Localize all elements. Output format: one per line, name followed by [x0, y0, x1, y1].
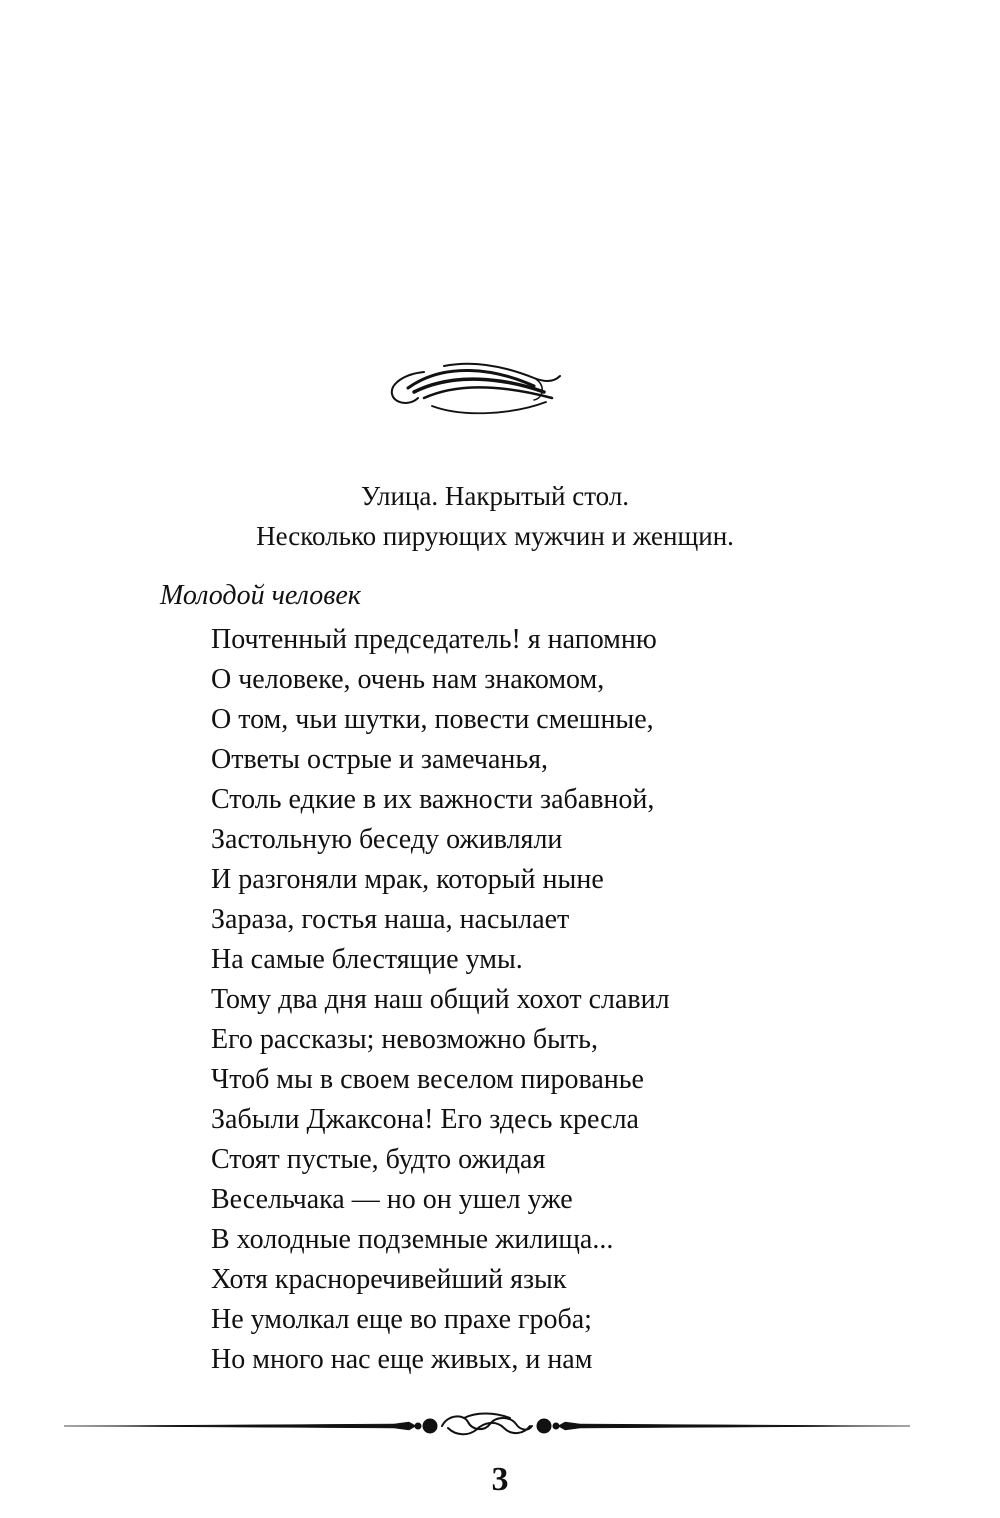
verse-line: Хотя красноречивейший язык	[211, 1264, 567, 1295]
verse-line: Зараза, гостья наша, насылает	[211, 904, 570, 935]
stage-direction-line-2: Несколько пирующих мужчин и женщин.	[256, 521, 734, 551]
verse-line: Тому два дня наш общий хохот славил	[211, 984, 670, 1015]
speaker-name: Молодой человек	[160, 580, 361, 611]
flourish-ornament-icon	[384, 358, 570, 420]
verse-line: В холодные подземные жилища...	[211, 1224, 614, 1255]
verse-line: Его рассказы; невозможно быть,	[211, 1024, 598, 1055]
verse-line: Столь едкие в их важности забавной,	[211, 784, 655, 815]
verse-line: О том, чьи шутки, повести смешные,	[211, 704, 654, 735]
verse-line: На самые блестящие умы.	[211, 944, 523, 975]
verse-line: Чтоб мы в своем веселом пированье	[211, 1064, 644, 1095]
rule-ornament-icon	[64, 1406, 910, 1446]
verse-line: Забыли Джаксона! Его здесь кресла	[211, 1104, 639, 1135]
verse-line: И разгоняли мрак, который ныне	[211, 864, 604, 895]
verse-line: Ответы острые и замечанья,	[211, 744, 548, 775]
verse-lines	[211, 620, 670, 1380]
verse-line: Стоят пустые, будто ожидая	[211, 1144, 546, 1175]
verse-line: Не умолкал еще во прахе гроба;	[211, 1304, 592, 1335]
page-number: 3	[491, 1461, 509, 1498]
verse-line: О человеке, очень нам знакомом,	[211, 664, 605, 695]
stage-direction-line-1: Улица. Накрытый стол.	[360, 481, 630, 511]
verse-line: Весельчака — но он ушел уже	[211, 1184, 573, 1215]
verse-line: Почтенный председатель! я напомню	[211, 624, 657, 655]
verse-line: Но много нас еще живых, и нам	[211, 1344, 593, 1375]
verse-line: Застольную беседу оживляли	[211, 824, 563, 855]
